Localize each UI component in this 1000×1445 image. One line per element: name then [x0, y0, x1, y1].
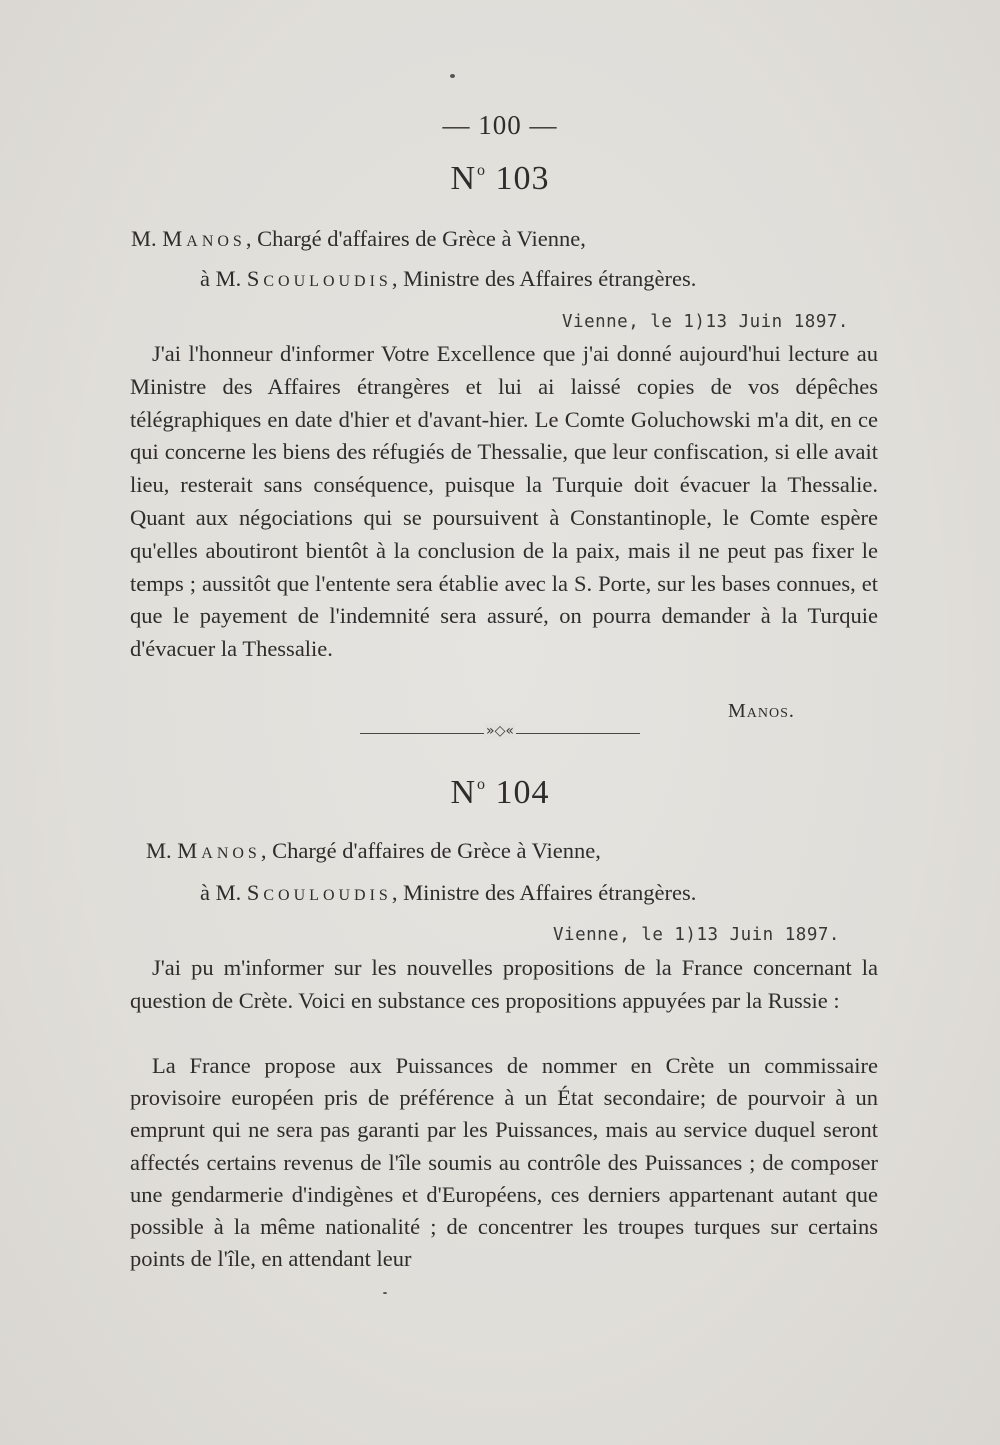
letter-paragraph: J'ai pu m'informer sur les nouvelles propositions de la France concernant la question de Crète. Voici en substance ces propositions appuyées par la Russie : — [130, 955, 878, 1013]
sender-role: , Chargé d'affaires de Grèce à Vienne, — [245, 226, 586, 251]
recipient-line — [200, 880, 696, 906]
recipient-name: Scouloudis — [246, 266, 392, 291]
number-value: 103 — [495, 160, 550, 197]
recipient-prefix: à M. — [200, 266, 247, 291]
sender-role: , Chargé d'affaires de Grèce à Vienne, — [260, 838, 601, 863]
recipient-role: , Ministre des Affaires étrangères. — [391, 880, 697, 905]
sender-line — [131, 226, 586, 252]
ink-speck — [450, 74, 455, 78]
sender-prefix: M. — [131, 226, 163, 251]
page-number: — 100 — — [442, 110, 558, 140]
number-prefix: N — [450, 160, 477, 197]
number-sup: o — [477, 776, 487, 793]
letter-date: Vienne, le 1)13 Juin 1897. — [562, 312, 849, 332]
document-number-103 — [0, 160, 1000, 198]
letter-paragraph: La France propose aux Puissances de nommer en Crète un commissaire provisoire européen pris de préférence à un État secondaire; de pourvoir à un emprunt qui ne sera pas garanti par les Puissances, mais au service duquel seront affectés certains revenus de l'île soumis au contrôle des Puissances ; de composer une gendarmerie d'indigènes et d'Européens, ces derniers appartenant autant que possible à la même nationalité ; de concentrer les troupes turques sur certains points de l'île, en attendant leur — [130, 1053, 878, 1272]
letter-date: Vienne, le 1)13 Juin 1897. — [553, 925, 840, 945]
recipient-prefix: à M. — [200, 880, 247, 905]
letter-paragraph: J'ai l'honneur d'informer Votre Excellence que j'ai donné aujourd'hui lecture au Ministre des Affaires étrangères et lui ai laissé copies de vos dépêches télégraphiques en date d'hier et d'avant-hier. Le Comte Goluchowski m'a dit, en ce qui concerne les biens des réfugiés de Thessalie, que leur confiscation, si elle avait lieu, resterait sans conséquence, puisque la Turquie doit évacuer la Thessalie. Quant aux négociations qui se poursuivent à Constantinople, le Comte espère qu'elles aboutiront bientôt à la conclusion de la paix, mais il ne peut pas fixer le temps ; aussitôt que l'entente sera établie avec la S. Porte, sur les bases connues, et que le payement de l'indemnité sera assuré, on pourra demander à la Turquie d'évacuer la Thessalie. — [130, 341, 878, 662]
sender-name: Manos — [177, 838, 261, 863]
ink-speck — [383, 1292, 387, 1294]
number-sup: o — [477, 162, 487, 179]
recipient-role: , Ministre des Affaires étrangères. — [391, 266, 697, 291]
sender-prefix: M. — [146, 838, 178, 863]
number-value: 104 — [495, 774, 550, 811]
separator-ornament: »◇« — [484, 723, 516, 739]
number-prefix: N — [450, 774, 477, 811]
recipient-line — [200, 266, 696, 292]
sender-line — [146, 838, 601, 864]
signature: Manos. — [728, 700, 795, 722]
recipient-name: Scouloudis — [246, 880, 392, 905]
document-number-104 — [0, 774, 1000, 812]
sender-name: Manos — [162, 226, 246, 251]
